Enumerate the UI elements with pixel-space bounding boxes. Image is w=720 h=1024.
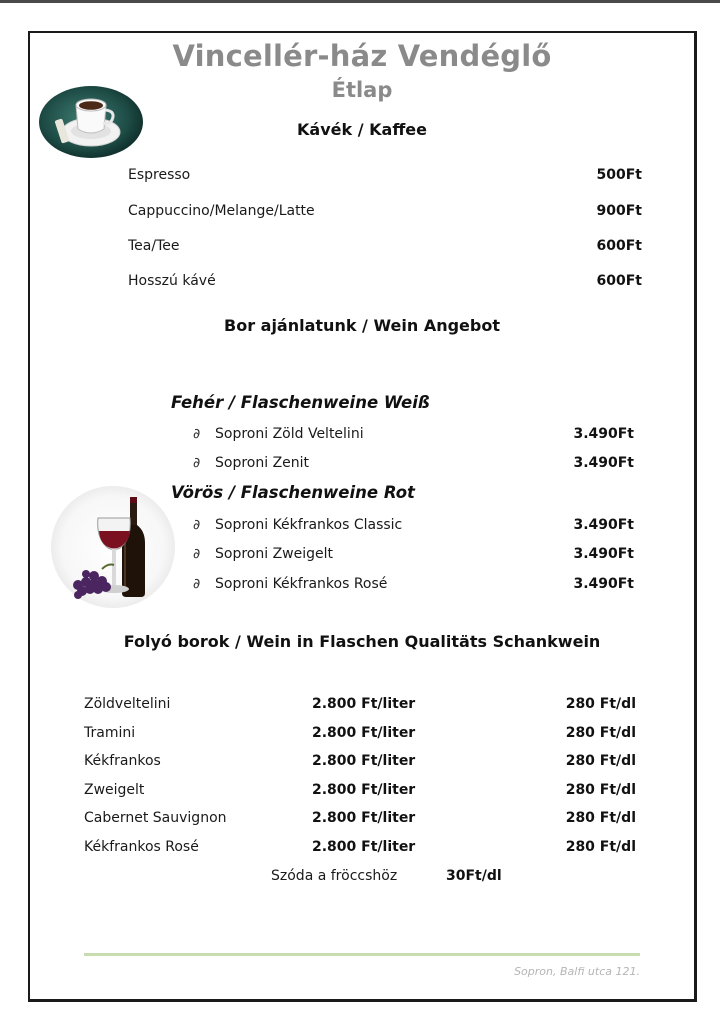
wine-item-name: Soproni Zöld Veltelini bbox=[215, 426, 364, 442]
coffee-item-name: Tea/Tee bbox=[128, 238, 180, 254]
bullet-icon: ∂ bbox=[193, 576, 201, 592]
bullet-icon: ∂ bbox=[193, 455, 201, 471]
house-wine-name: Zöldveltelini bbox=[84, 696, 171, 712]
menu-subtitle: Étlap bbox=[331, 78, 393, 102]
bullet-icon: ∂ bbox=[193, 517, 201, 533]
house-wine-name: Zweigelt bbox=[84, 782, 145, 798]
house-wine-heading: Folyó borok / Wein in Flaschen Qualitäts Schankwein bbox=[123, 632, 601, 651]
wine-offer-heading: Bor ajánlatunk / Wein Angebot bbox=[224, 316, 500, 335]
house-wine-price-liter: 2.800 Ft/liter bbox=[312, 839, 416, 855]
wine-item-price: 3.490Ft bbox=[573, 576, 634, 592]
house-wine-price-liter: 2.800 Ft/liter bbox=[312, 753, 416, 769]
soda-price: 30Ft/dl bbox=[446, 868, 502, 884]
wine-item-price: 3.490Ft bbox=[573, 517, 634, 533]
coffee-heading: Kávék / Kaffee bbox=[297, 120, 427, 139]
bullet-icon: ∂ bbox=[193, 426, 201, 442]
coffee-item-name: Cappuccino/Melange/Latte bbox=[128, 203, 315, 219]
house-wine-name: Kékfrankos bbox=[84, 753, 161, 769]
bullet-icon: ∂ bbox=[193, 546, 201, 562]
wine-item-name: Soproni Zweigelt bbox=[215, 546, 333, 562]
coffee-item-price: 600Ft bbox=[596, 238, 642, 254]
wine-item-price: 3.490Ft bbox=[573, 546, 634, 562]
menu-page bbox=[28, 31, 697, 1002]
coffee-item-price: 600Ft bbox=[596, 273, 642, 289]
house-wine-price-dl: 280 Ft/dl bbox=[565, 839, 636, 855]
white-wine-heading: Fehér / Flaschenweine Weiß bbox=[171, 393, 430, 412]
house-wine-name: Tramini bbox=[84, 725, 136, 741]
house-wine-price-dl: 280 Ft/dl bbox=[565, 782, 636, 798]
house-wine-name: Cabernet Sauvignon bbox=[84, 810, 227, 826]
house-wine-price-dl: 280 Ft/dl bbox=[565, 810, 636, 826]
soda-name: Szóda a fröccshöz bbox=[271, 868, 398, 884]
footer-divider bbox=[84, 953, 640, 956]
house-wine-price-liter: 2.800 Ft/liter bbox=[312, 725, 416, 741]
wine-item-price: 3.490Ft bbox=[573, 455, 634, 471]
coffee-item-name: Hosszú kávé bbox=[128, 273, 216, 289]
wine-bottle-glass-icon bbox=[50, 485, 176, 609]
coffee-item-price: 900Ft bbox=[596, 203, 642, 219]
restaurant-name: Vincellér-ház Vendéglő bbox=[172, 39, 552, 73]
house-wine-price-dl: 280 Ft/dl bbox=[565, 725, 636, 741]
house-wine-name: Kékfrankos Rosé bbox=[84, 839, 199, 855]
house-wine-price-dl: 280 Ft/dl bbox=[565, 696, 636, 712]
house-wine-price-liter: 2.800 Ft/liter bbox=[312, 782, 416, 798]
coffee-item-name: Espresso bbox=[128, 167, 191, 183]
house-wine-price-liter: 2.800 Ft/liter bbox=[312, 696, 416, 712]
wine-item-name: Soproni Kékfrankos Classic bbox=[215, 517, 403, 533]
coffee-item-price: 500Ft bbox=[596, 167, 642, 183]
top-edge-line bbox=[0, 0, 720, 3]
house-wine-price-dl: 280 Ft/dl bbox=[565, 753, 636, 769]
wine-item-name: Soproni Kékfrankos Rosé bbox=[215, 576, 388, 592]
wine-item-price: 3.490Ft bbox=[573, 426, 634, 442]
wine-item-name: Soproni Zenit bbox=[215, 455, 310, 471]
footer-address: Sopron, Balfi utca 121. bbox=[514, 965, 640, 978]
house-wine-price-liter: 2.800 Ft/liter bbox=[312, 810, 416, 826]
red-wine-heading: Vörös / Flaschenweine Rot bbox=[171, 483, 415, 502]
